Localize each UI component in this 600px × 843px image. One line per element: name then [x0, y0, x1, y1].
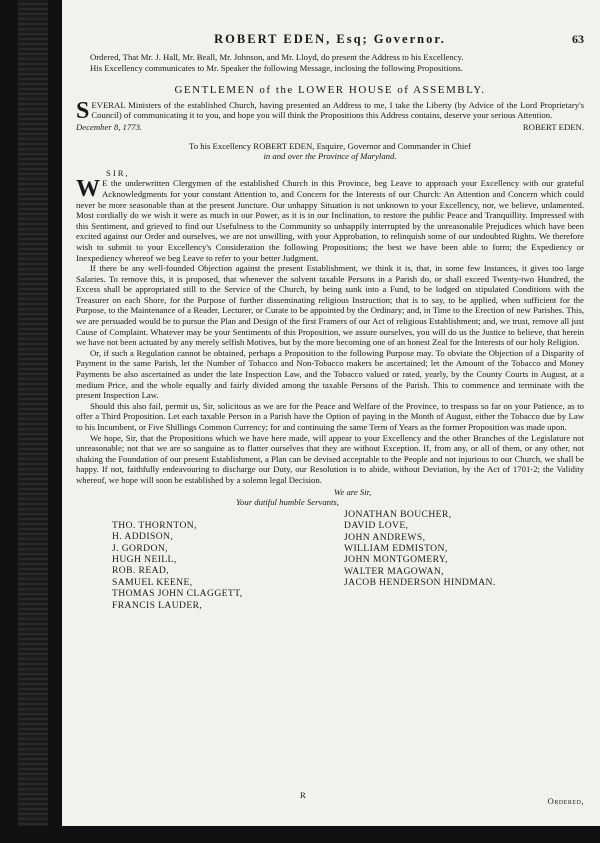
signatory-name: JACOB HENDERSON HINDMAN. [344, 577, 496, 589]
page-number: 63 [572, 32, 584, 46]
paragraph-1 [76, 178, 584, 263]
signatory-name: JOHN ANDREWS, [344, 531, 426, 543]
message-date-line [76, 122, 584, 133]
drop-cap: W [76, 176, 100, 203]
paragraph-2: If there be any well-founded Objection against the present Establishment, we think it is, that, in some few Instances, it gives too large Salaries. To remove this, it is proposed, that whenever the solvent taxable Persons in a Parish do, or shall exceed Twenty-two Hundred, the Excess shall be appropriated still to the Service of the Church, by being sunk into a Fund, to be lodged on stipulated Conditions with the Treasurer on each Shore, for the Purpose of further disseminating religious Instruction; that is to say, to be applied, when sufficient for the Purpose, to the Maintenance of a Reader, Lecturer, or Curate to be appointed by the Ordinary; and, in Time to the Erection of new Parishes. This, we are persuaded would be to pursue the Plan and Design of the first Framers of our Act of religious Establishment; and, we trust, remove all just Cause of Complaint. Whatever may be your Sentiments of this Proposition, we assure ourselves, you will do us the Justice to believe, that herein we have not been actuated by any merely selfish Motives, but by the more becoming one of an honest Zeal for the Interests of our holy Religion. [76, 263, 584, 348]
signatory-name: FRANCIS LAUDER, [112, 599, 203, 611]
paragraph-3: Or, if such a Regulation cannot be obtained, perhaps a Proposition to the following Purpose may. To obviate the Objection of a Disparity of Payment in the same Parish, let the Number of Tobacco and Non-Tobacco makers be ascertained; let the Amount of the Tobacco and Money Payments be also ascertained as under the late Inspection Law, and the Tobacco valued or rated, yearly, by the County Courts in August, at a medium Price, and the whole equally and fairly divided among the taxable Persons of the Parish. This to commence and terminate with the present Inspection Law. [76, 347, 584, 401]
message-date: December 8, 1773. [76, 121, 143, 132]
message-heading: GENTLEMEN of the LOWER HOUSE of ASSEMBLY. [174, 84, 486, 97]
address-line-1: To his Excellency ROBERT EDEN, Esquire, Governor and Commander in Chief [189, 140, 471, 151]
page-footer [76, 790, 584, 804]
closing-line-2: Your dutiful humble Servants, [236, 497, 339, 508]
signatories-right-column [332, 509, 584, 611]
signatory-name: ROB. READ, [112, 565, 170, 577]
address-line-2: in and over the Province of Maryland. [263, 151, 397, 162]
message-text: EVERAL Ministers of the established Church, having presented an Address to me, I take the Liberty (by Advice of the Lord Proprietary's Council) of communicating it to you, and hope you will think the Propositions this Address contains, deserve your serious Attention. [91, 99, 584, 121]
signature-mark: R [300, 790, 306, 800]
document-page [62, 0, 600, 826]
message-signer: ROBERT EDEN. [522, 121, 584, 132]
signatory-name: WALTER MAGOWAN, [344, 565, 444, 577]
order-paragraph: Ordered, That Mr. J. Hall, Mr. Beall, Mr. Johnson, and Mr. Lloyd, do present the Address to his Excellency. [90, 52, 464, 62]
message-body [76, 97, 584, 124]
salutation: SIR, [106, 167, 130, 178]
closing-line-1: We are Sir, [334, 486, 372, 497]
communication-note: His Excellency communicates to Mr. Speaker the following Message, inclosing the following Propositions. [90, 62, 463, 73]
signatory-name: HUGH NEILL, [112, 553, 177, 565]
address-heading [76, 141, 584, 162]
signatory-name: WILLIAM EDMISTON, [344, 542, 448, 554]
signatory-name: SAMUEL KEENE, [112, 576, 193, 588]
scan-binding-edge [0, 0, 62, 843]
signatory-name: JONATHAN BOUCHER, [344, 508, 452, 520]
scan-bottom-edge [0, 826, 600, 843]
drop-cap: S [76, 97, 90, 124]
paragraph-5: We hope, Sir, that the Propositions which we have here made, will appear to your Excellency and the other Branches of the Legislature not unreasonable; not that we are so sanguine as to flatter ourselves that they are without Exception. If, from any, or all of them, or any other, not shaking the Foundation of our present Establishment, a Plan can be devised acceptable to the People and not injurious to our Church, we shall be happy. If not, faithfully endeavouring to discharge our Duty, our Resolution is to abide, without Deviation, by the Act of 1701-2; the Validity whereof, we hope will soon be established by a solemn legal Decision. [76, 432, 584, 485]
signatory-name: DAVID LOVE, [344, 520, 409, 532]
signatory-name: H. ADDISON, [112, 531, 174, 543]
paragraph-text: E the underwritten Clergymen of the established Church in this Province, beg Leave to approach your Excellency with our grateful Acknowledgments for your constant Attention to, and Concern for the Interests of our Church: An Attention and Concern which could never be more seasonable than at the present Juncture. Our unhappy Situation is not unknown to your Excellency, nor, we believe, unlamented. Most cordially do we wish it were as much in our Power, as it is in our Inclination, to restore the public Peace and Tranquillity. Impressed with this Sentiment, and grieved to find our Usefulness to the Community so unhappily interrupted by the unreasonable Prejudices which have been excited against our Order and ourselves, we are not unwilling, with your Approbation, to relinquish some of our undoubted Rights. We therefore wish to submit to your Excellency's Consideration the following Propositions; the best we have been able to form; the Expediency or Inexpediency whereof we beg Leave to refer to your better Judgment. [76, 178, 584, 263]
signatories [76, 509, 584, 611]
signatory-name: THO. THORNTON, [112, 519, 197, 531]
running-head [76, 34, 584, 52]
signatory-name: JOHN MONTGOMERY, [344, 554, 448, 566]
paragraph-4: Should this also fail, permit us, Sir, solicitous as we are for the Peace and Welfare of the Province, to trespass so far on your Patience, as to offer a Third Proposition. Let each taxable Person in a Parish have the Option of paying in the Month of August, either the Tobacco due by Law to his Incumbent, or Five Shillings Common Currency; for and continuing the same Term of Years as the former Proposition was made upon. [76, 400, 584, 432]
signatories-left-column [76, 509, 332, 611]
signatory-name: THOMAS JOHN CLAGGETT, [112, 588, 243, 600]
running-head-title: ROBERT EDEN, Esq; Governor. [214, 32, 446, 46]
signatory-name: J. GORDON, [112, 542, 168, 554]
catchword: Ordered, [547, 796, 584, 806]
